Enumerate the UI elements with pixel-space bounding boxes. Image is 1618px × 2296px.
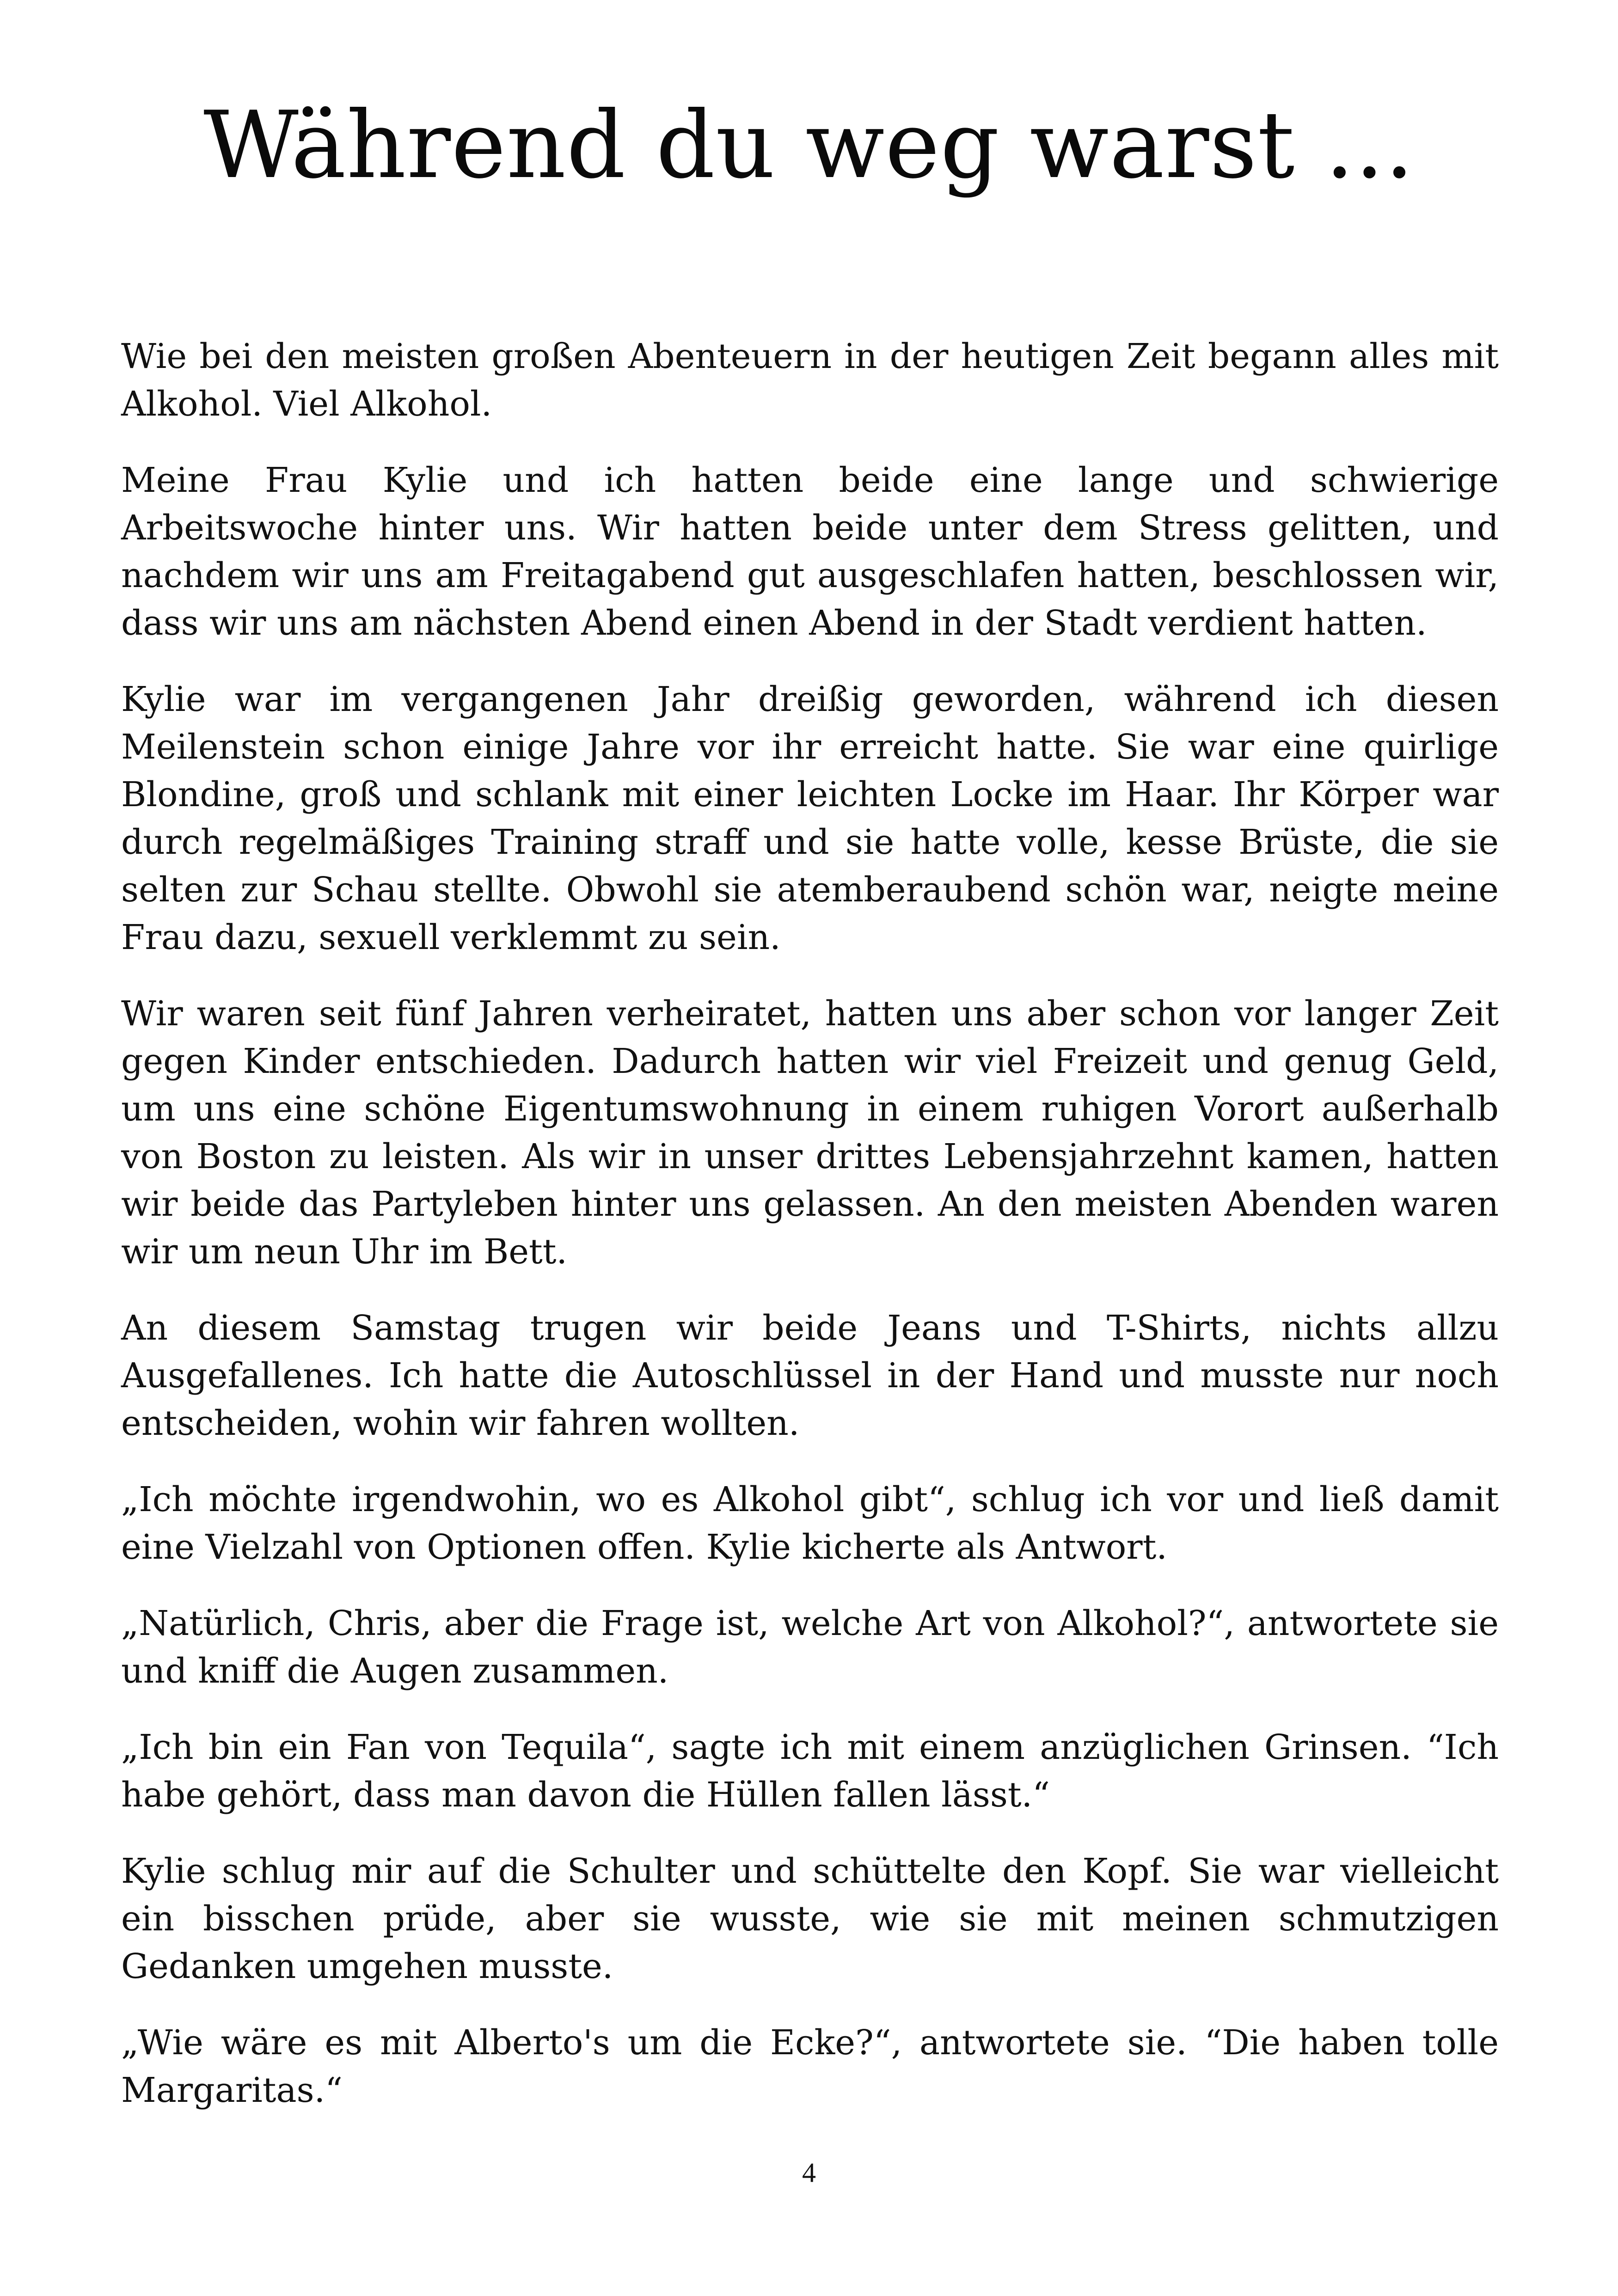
page-number: 4 — [802, 2157, 816, 2188]
paragraph-7: „Natürlich, Chris, aber die Frage ist, welche Art von Alkohol?“, antwortete sie und kniff die Augen zusammen. — [121, 1604, 1499, 1691]
paragraph-2: Meine Frau Kylie und ich hatten beide eine lange und schwierige Arbeitswoche hinter uns. Wir hatten beide unter dem Stress gelitten, und nachdem wir uns am Freitagabend gut ausgeschlafen hatten, beschlossen wir, dass wir uns am nächsten Abend einen Abend in der Stadt verdient hatten. — [121, 460, 1499, 643]
paragraph-1: Wie bei den meisten großen Abenteuern in der heutigen Zeit begann alles mit Alkohol. Viel Alkohol. — [121, 337, 1499, 424]
chapter-body — [121, 333, 1499, 2143]
paragraph-4: Wir waren seit fünf Jahren verheiratet, hatten uns aber schon vor langer Zeit gegen Kinder entschieden. Dadurch hatten wir viel Freizeit und genug Geld, um uns eine schöne Eigentumswohnung in einem ruhigen Vorort außerhalb von Boston zu leisten. Als wir in unser drittes Lebensjahrzehnt kamen, hatten wir beide das Partyleben hinter uns gelassen. An den meisten Abenden waren wir um neun Uhr im Bett. — [121, 994, 1499, 1272]
paragraph-3: Kylie war im vergangenen Jahr dreißig geworden, während ich diesen Meilenstein schon einige Jahre vor ihr erreicht hatte. Sie war eine quirlige Blondine, groß und schlank mit einer leichten Locke im Haar. Ihr Körper war durch regelmäßiges Training straff und sie hatte volle, kesse Brüste, die sie selten zur Schau stellte. Obwohl sie atemberaubend schön war, neigte meine Frau dazu, sexuell verklemmt zu sein. — [121, 680, 1499, 957]
paragraph-10: „Wie wäre es mit Alberto's um die Ecke?“, antwortete sie. “Die haben tolle Margaritas.“ — [121, 2023, 1499, 2110]
paragraph-5: An diesem Samstag trugen wir beide Jeans und T-Shirts, nichts allzu Ausgefallenes. Ich hatte die Autoschlüssel in der Hand und musste nur noch entscheiden, wohin wir fahren wollten. — [121, 1308, 1499, 1443]
paragraph-8: „Ich bin ein Fan von Tequila“, sagte ich mit einem anzüglichen Grinsen. “Ich habe gehört, dass man davon die Hüllen fallen lässt.“ — [121, 1727, 1499, 1815]
paragraph-6: „Ich möchte irgendwohin, wo es Alkohol gibt“, schlug ich vor und ließ damit eine Vielzahl von Optionen offen. Kylie kicherte als Antwort. — [121, 1480, 1499, 1567]
chapter-title: Während du weg warst ... — [203, 92, 1415, 199]
paragraph-9: Kylie schlug mir auf die Schulter und schüttelte den Kopf. Sie war vielleicht ein bisschen prüde, aber sie wusste, wie sie mit meinen schmutzigen Gedanken umgehen musste. — [121, 1851, 1499, 1986]
